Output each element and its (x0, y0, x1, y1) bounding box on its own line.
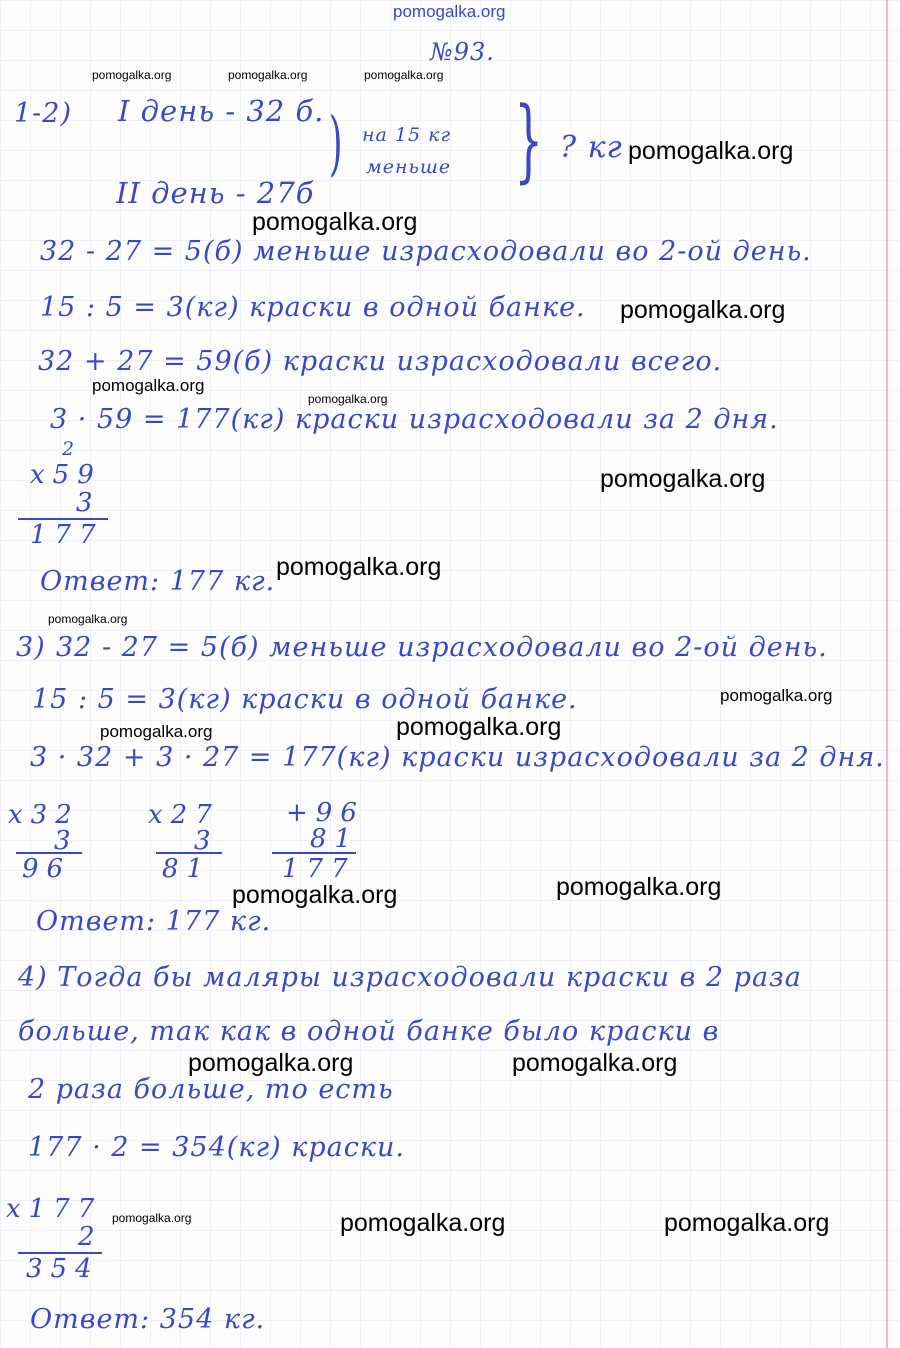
watermark: pomogalka.org (720, 686, 833, 705)
sol12-line3: 32 + 27 = 59(б) краски израсходовали всего. (38, 346, 723, 377)
sol3-calc1-a: x32 (8, 800, 80, 830)
sol3-calc1-res: 96 (22, 854, 72, 884)
sol4-line2: больше, так как в одной банке было краски в (18, 1016, 720, 1047)
sol12-line1: 32 - 27 = 5(б) меньше израсходовали во 2-ой день. (40, 236, 812, 267)
sol3-calc1-b: 3 (54, 826, 79, 856)
curly-brace: } (514, 88, 543, 193)
sol3-calc2-b: 3 (194, 826, 219, 856)
sol12-calc-carry: 2 (62, 438, 76, 460)
watermark: pomogalka.org (188, 1049, 354, 1077)
sol3-calc3-b: 81 (310, 824, 360, 854)
condition-diff-1: на 15 кг (362, 124, 452, 146)
watermark: pomogalka.org (556, 873, 722, 901)
condition-prefix: 1-2) (14, 98, 73, 129)
watermark-top: pomogalka.org (393, 2, 506, 21)
sol4-line3: 2 раза больше, то есть (28, 1074, 394, 1105)
sol3-line1: 32 - 27 = 5(б) меньше израсходовали во 2-ой день. (56, 632, 828, 663)
watermark: pomogalka.org (228, 68, 308, 82)
sol12-line4: 3 · 59 = 177(кг) краски израсходовали за 2 дня. (50, 404, 779, 435)
sol4-answer: Ответ: 354 кг. (30, 1304, 266, 1335)
sol3-answer: Ответ: 177 кг. (36, 906, 272, 937)
bracket-right: ) (328, 102, 343, 184)
sol3-prefix: 3) (16, 632, 46, 663)
margin-line (886, 0, 888, 1348)
watermark: pomogalka.org (364, 68, 444, 82)
problem-number: №93. (430, 38, 495, 66)
watermark: pomogalka.org (92, 68, 172, 82)
sol12-calc-a: x59 (30, 460, 102, 490)
condition-day2: II день - 27б (116, 176, 315, 210)
watermark: pomogalka.org (664, 1209, 830, 1237)
sol4-calc-res: 354 (26, 1254, 100, 1284)
sol4-line1: 4) Тогда бы маляры израсходовали краски в 2 раза (18, 962, 802, 993)
sol3-calc3-a: +96 (286, 798, 365, 828)
watermark: pomogalka.org (396, 713, 562, 741)
sol4-calc-b: 2 (78, 1222, 103, 1252)
sol12-calc-b: 3 (76, 488, 101, 518)
sol3-calc2-res: 81 (162, 854, 212, 884)
watermark: pomogalka.org (340, 1209, 506, 1237)
condition-question: ? кг (560, 130, 623, 165)
sol12-answer: Ответ: 177 кг. (40, 566, 276, 597)
condition-day1: I день - 32 б. (118, 94, 325, 128)
watermark: pomogalka.org (308, 392, 388, 406)
sol3-line2: 15 : 5 = 3(кг) краски в одной банке. (32, 684, 578, 715)
sol3-calc3-res: 177 (282, 854, 356, 884)
sol3-line3: 3 · 32 + 3 · 27 = 177(кг) краски израсходовали за 2 дня. (30, 742, 885, 773)
watermark: pomogalka.org (276, 553, 442, 581)
watermark: pomogalka.org (252, 208, 418, 236)
watermark: pomogalka.org (100, 722, 213, 741)
sol12-calc-res: 177 (30, 520, 104, 550)
watermark: pomogalka.org (620, 296, 786, 324)
watermark: pomogalka.org (628, 137, 794, 165)
condition-diff-2: меньше (366, 156, 452, 178)
watermark: pomogalka.org (512, 1049, 678, 1077)
sol12-line2: 15 : 5 = 3(кг) краски в одной банке. (40, 292, 586, 323)
watermark: pomogalka.org (600, 465, 766, 493)
sol4-line4: 177 · 2 = 354(кг) краски. (28, 1132, 405, 1163)
watermark: pomogalka.org (48, 612, 128, 626)
sol3-calc2-a: x27 (148, 800, 220, 830)
watermark: pomogalka.org (112, 1211, 192, 1225)
sol4-calc-a: x177 (6, 1194, 103, 1224)
watermark: pomogalka.org (92, 376, 205, 395)
watermark: pomogalka.org (232, 881, 398, 909)
